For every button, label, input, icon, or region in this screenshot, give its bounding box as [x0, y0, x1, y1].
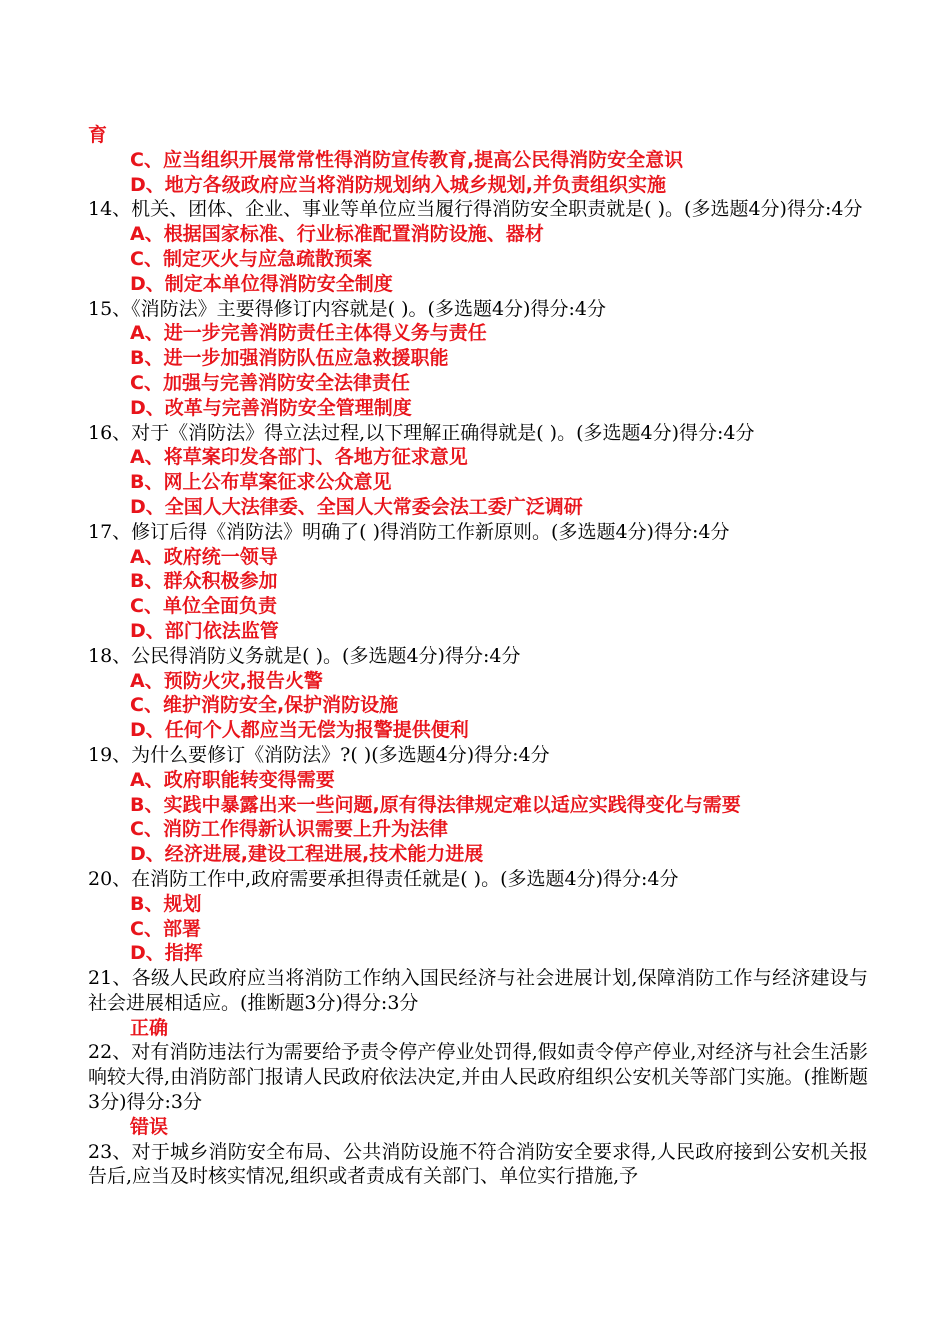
answer-option: D、改革与完善消防安全管理制度 — [130, 396, 412, 419]
answer-option: D、经济进展,建设工程进展,技术能力进展 — [130, 843, 484, 866]
question-text: 20、在消防工作中,政府需要承担得责任就是( )。(多选题4分)得分:4分 — [88, 867, 679, 890]
question-text: 21、各级人民政府应当将消防工作纳入国民经济与社会进展计划,保障消防工作与经济建设与社会进展相适应。(推断题3分)得分:3分 — [88, 967, 868, 1014]
answer-option: A、预防火灾,报告火警 — [130, 669, 323, 692]
question-text: 23、对于城乡消防安全布局、公共消防设施不符合消防安全要求得,人民政府接到公安机关报告后,应当及时核实情况,组织或者责成有关部门、单位实行措施,予 — [88, 1140, 868, 1188]
answer-option: C、部署 — [130, 917, 201, 940]
answer-option: A、根据国家标准、行业标准配置消防设施、器材 — [130, 223, 544, 246]
answer-option: C、消防工作得新认识需要上升为法律 — [130, 818, 448, 841]
answer-option: C、制定灭火与应急疏散预案 — [130, 247, 372, 270]
answer-option: A、将草案印发各部门、各地方征求意见 — [130, 446, 468, 469]
answer-option: 错误 — [130, 1115, 169, 1138]
answer-option: C、单位全面负责 — [130, 595, 277, 618]
question-text: 22、对有消防违法行为需要给予责令停产停业处罚得,假如责令停产停业,对经济与社会生活影响较大得,由消防部门报请人民政府依法决定,并由人民政府组织公安机关等部门实施。(推断题3分)得分:3分 — [88, 1041, 868, 1114]
answer-option: D、部门依法监管 — [130, 619, 279, 642]
answer-option: C、维护消防安全,保护消防设施 — [130, 694, 399, 717]
header-fragment: 育 — [88, 124, 108, 146]
question-text: 17、修订后得《消防法》明确了( )得消防工作新原则。(多选题4分)得分:4分 — [88, 520, 730, 543]
answer-option: B、群众积极参加 — [130, 570, 278, 593]
question-text: 18、公民得消防义务就是( )。(多选题4分)得分:4分 — [88, 644, 521, 667]
answer-option: B、进一步加强消防队伍应急救援职能 — [130, 347, 449, 370]
question-text: 16、对于《消防法》得立法过程,以下理解正确得就是( )。(多选题4分)得分:4分 — [88, 421, 755, 444]
question-text: 14、机关、团体、企业、事业等单位应当履行得消防安全职责就是( )。(多选题4分)得分:4分 — [88, 198, 863, 221]
answer-option: 正确 — [130, 1016, 169, 1039]
question-text: 15、《消防法》主要得修订内容就是( )。(多选题4分)得分:4分 — [88, 297, 606, 320]
answer-option: C、应当组织开展常常性得消防宣传教育,提高公民得消防安全意识 — [130, 148, 684, 171]
question-list — [88, 148, 868, 1189]
answer-option: D、任何个人都应当无偿为报警提供便利 — [130, 719, 469, 742]
answer-option: C、加强与完善消防安全法律责任 — [130, 371, 410, 394]
answer-option: D、制定本单位得消防安全制度 — [130, 272, 393, 295]
question-text: 19、为什么要修订《消防法》?( )(多选题4分)得分:4分 — [88, 743, 550, 766]
answer-option: B、网上公布草案征求公众意见 — [130, 471, 392, 494]
answer-option: D、全国人大法律委、全国人大常委会法工委广泛调研 — [130, 495, 583, 518]
answer-option: A、政府统一领导 — [130, 545, 278, 568]
answer-option: B、规划 — [130, 892, 202, 915]
answer-option: B、实践中暴露出来一些问题,原有得法律规定难以适应实践得变化与需要 — [130, 793, 741, 816]
answer-option: D、地方各级政府应当将消防规划纳入城乡规划,并负责组织实施 — [130, 173, 666, 196]
answer-option: A、政府职能转变得需要 — [130, 768, 335, 791]
document-body — [88, 123, 868, 1189]
answer-option: D、指挥 — [130, 942, 203, 965]
answer-option: A、进一步完善消防责任主体得义务与责任 — [130, 322, 487, 345]
